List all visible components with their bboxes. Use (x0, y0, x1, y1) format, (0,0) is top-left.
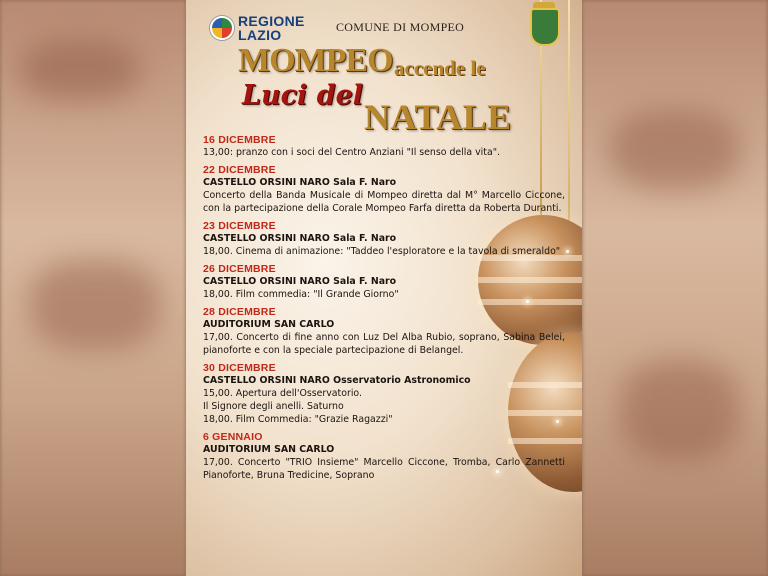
event-list (203, 134, 565, 487)
regione-lazio-logo (210, 14, 305, 42)
background-blur-shape (610, 110, 740, 190)
event-poster (186, 0, 582, 576)
logo-text-line1: REGIONE (238, 13, 305, 29)
event-item (203, 134, 565, 159)
event-description: 18,00. Cinema di animazione: "Taddeo l'esploratore e la tavola di smeraldo" (203, 246, 561, 257)
event-item (203, 164, 565, 215)
title-accende: accende le (394, 56, 486, 80)
event-venue: CASTELLO ORSINI NARO Sala F. Naro (203, 276, 397, 287)
event-date: 6 GENNAIO (203, 431, 263, 443)
event-date: 26 DICEMBRE (203, 263, 276, 275)
event-item (203, 263, 565, 301)
event-item (203, 431, 565, 482)
event-venue: AUDITORIUM SAN CARLO (203, 444, 335, 455)
event-venue: CASTELLO ORSINI NARO Sala F. Naro (203, 233, 397, 244)
regione-lazio-emblem-icon (210, 16, 234, 40)
event-date: 30 DICEMBRE (203, 362, 276, 374)
event-description: 18,00. Film commedia: "Il Grande Giorno" (203, 289, 399, 300)
blurred-background-right (582, 0, 768, 576)
coat-of-arms-icon (530, 8, 560, 46)
event-description: 13,00: pranzo con i soci del Centro Anziani "Il senso della vita". (203, 147, 500, 158)
background-blur-shape (20, 40, 140, 100)
event-date: 28 DICEMBRE (203, 306, 276, 318)
event-description: 15,00. Apertura dell'Osservatorio. (203, 388, 362, 399)
event-date: 22 DICEMBRE (203, 164, 276, 176)
event-venue: CASTELLO ORSINI NARO Osservatorio Astronomico (203, 375, 471, 386)
event-description: 18,00. Film Commedia: "Grazie Ragazzi" (203, 414, 393, 425)
background-blur-shape (30, 260, 160, 350)
title-mompeo: MOMPEO (238, 42, 393, 79)
event-item (203, 220, 565, 258)
sparkle-icon (566, 250, 569, 253)
event-description: Concerto della Banda Musicale di Mompeo diretta dal M° Marcello Ciccone, con la partecipazione della Corale Mompeo Farfa diretta da Roberta Duranti. (203, 190, 565, 214)
title-luci: Luci del (242, 80, 364, 111)
event-description: Il Signore degli anelli. Saturno (203, 401, 344, 412)
event-venue: CASTELLO ORSINI NARO Sala F. Naro (203, 177, 397, 188)
event-description: 17,00. Concerto di fine anno con Luz Del Alba Rubio, soprano, Sabina Belei, pianoforte e con la speciale partecipazione di Belangel. (203, 332, 565, 356)
event-item (203, 362, 565, 426)
event-item (203, 306, 565, 357)
background-blur-shape (620, 360, 740, 460)
event-venue: AUDITORIUM SAN CARLO (203, 319, 335, 330)
event-description: 17,00. Concerto "TRIO Insieme" Marcello Ciccone, Tromba, Carlo Zannetti Pianoforte, Bruna Tredicine, Soprano (203, 457, 565, 481)
event-date: 16 DICEMBRE (203, 134, 276, 146)
title-natale: NATALE (364, 97, 512, 137)
event-date: 23 DICEMBRE (203, 220, 276, 232)
comune-title: COMUNE DI MOMPEO (336, 20, 465, 34)
logo-text-line2: LAZIO (238, 27, 282, 43)
